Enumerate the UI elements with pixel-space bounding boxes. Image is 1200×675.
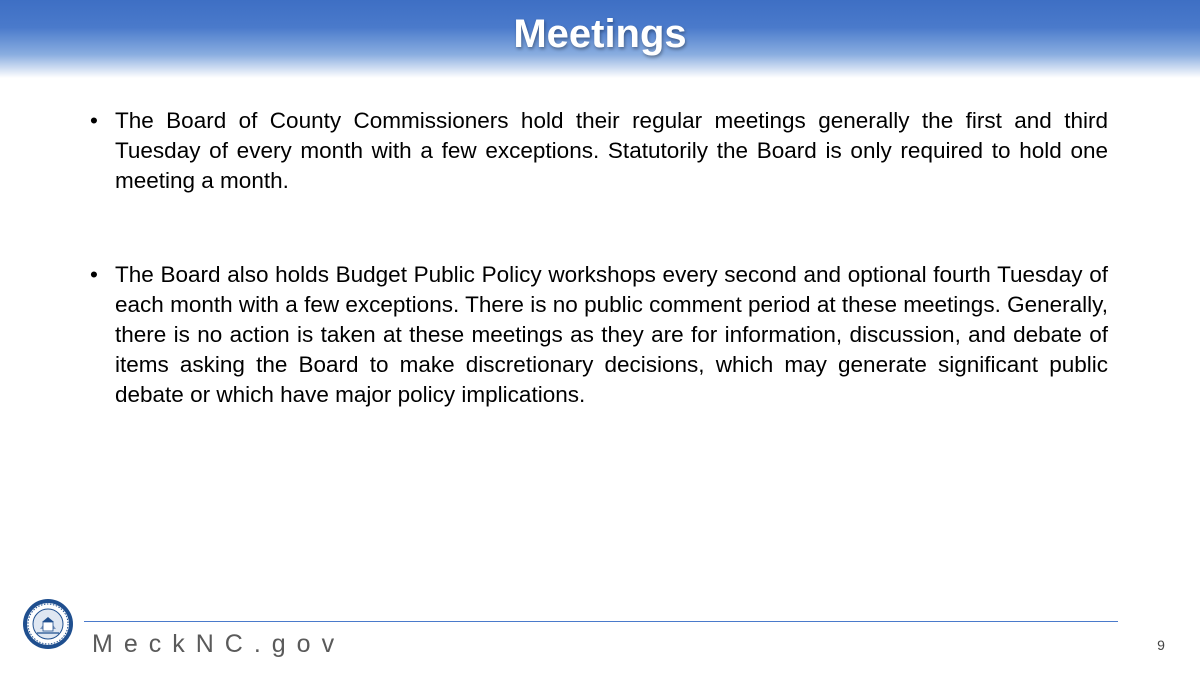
footer-rule [84,621,1118,622]
slide-title: Meetings [513,12,687,56]
bullet-item [88,260,1108,410]
footer-site-name: MeckNC.gov [92,630,346,658]
bullet-item [88,106,1108,196]
page-number: 9 [1157,637,1165,653]
bullet-text: The Board also holds Budget Public Policy workshops every second and optional fourth Tuesday of each month with a few exceptions. There is no public comment period at these meetings. Generally, there is no action is taken at these meetings as they are for information, discussion, and debate of items asking the Board to make discretionary decisions, which may generate significant public debate or which have major policy implications. [115,262,1108,407]
bullet-list [88,106,1108,410]
bullet-dot-icon: • [90,262,98,287]
bullet-text: The Board of County Commissioners hold their regular meetings generally the first and third Tuesday of every month with a few exceptions. Statutorily the Board is only required to hold one meeting a month. [115,108,1108,193]
county-seal-icon [22,598,74,650]
bullet-dot-icon: • [90,108,98,133]
